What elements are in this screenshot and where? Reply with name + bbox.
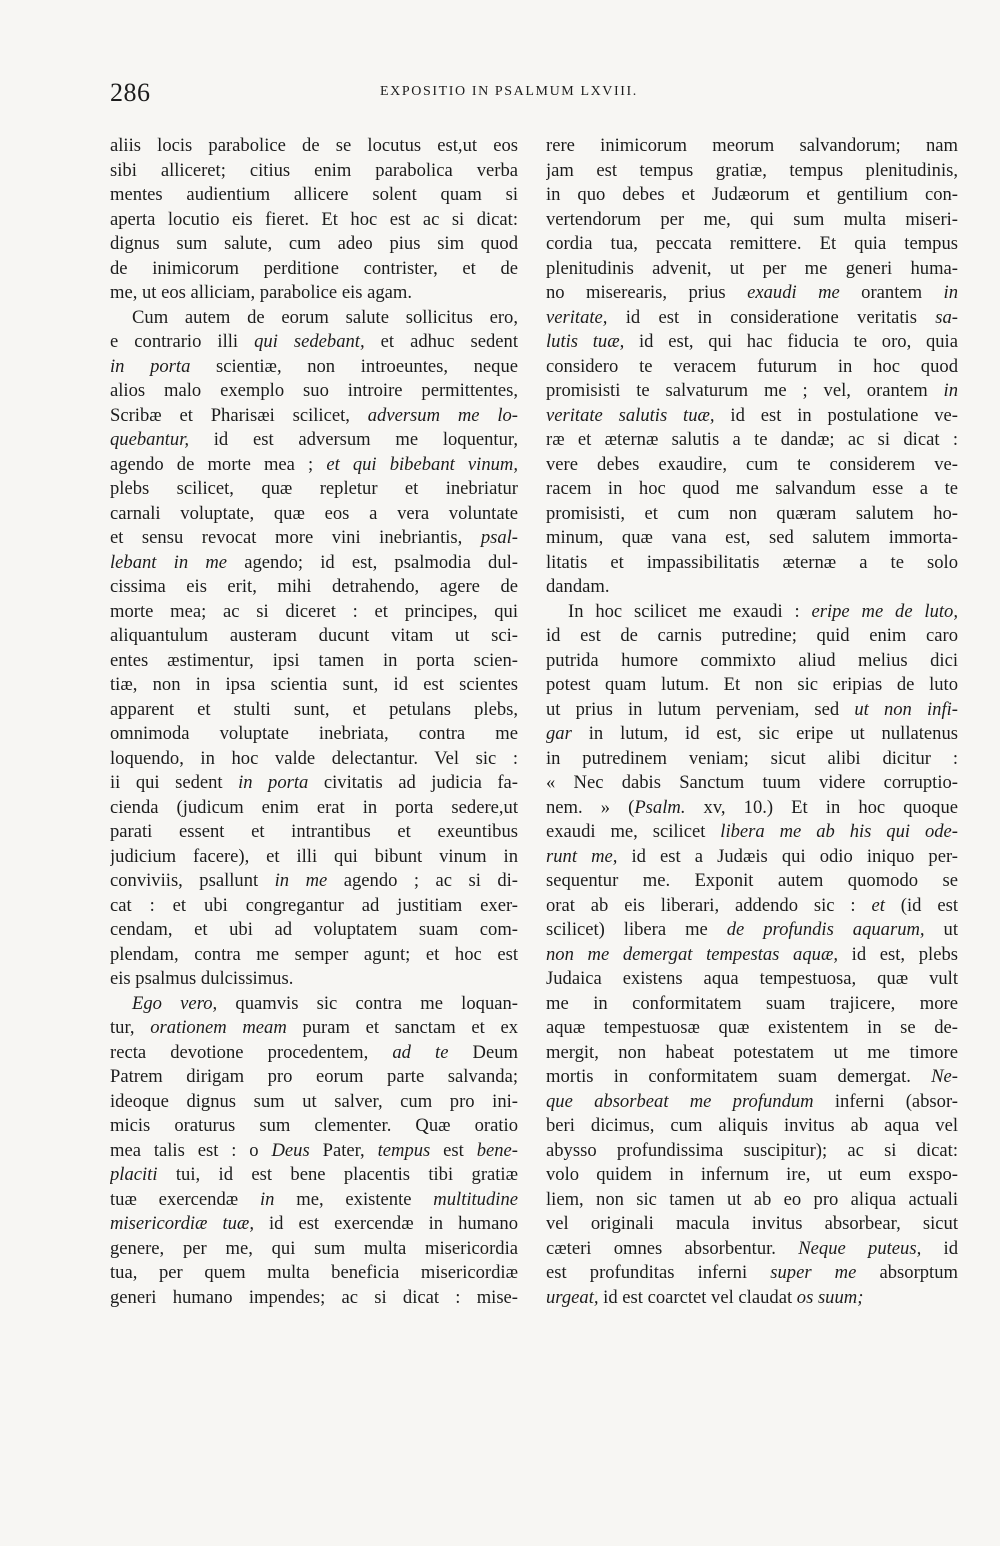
text-line: est profunditas inferni super me absorptum bbox=[546, 1262, 958, 1283]
text-line: minum, quæ vana est, sed salutem immorta- bbox=[546, 527, 958, 548]
text-line: mea talis est : o Deus Pater, tempus est bene- bbox=[110, 1139, 518, 1161]
text-line: jam est tempus gratiæ, tempus plenitudinis, bbox=[546, 159, 958, 181]
text-line: de inimicorum perditione contrister, et de bbox=[110, 257, 518, 279]
text-line: volo quidem in infernum ire, ut eum exspo- bbox=[546, 1164, 958, 1185]
text-line: « Nec dabis Sanctum tuum videre corruptio- bbox=[546, 772, 958, 793]
text-line: eis psalmus dulcissimus. bbox=[110, 968, 294, 989]
text-line: loquendo, in hoc valde delectantur. Vel sic : bbox=[110, 747, 518, 769]
text-line: dignus sum salute, cum adeo pius sim quod bbox=[110, 233, 518, 254]
text-line: carnali voluptate, quæ eos a vera voluntate bbox=[110, 502, 518, 524]
text-line: recta devotione procedentem, ad te Deum bbox=[110, 1041, 518, 1063]
text-line: no miserearis, prius exaudi me orantem in bbox=[546, 282, 958, 303]
text-line: tua, per quem multa beneficia misericordiæ bbox=[110, 1262, 518, 1283]
text-line: judicium facere), et illi qui bibunt vinum in bbox=[110, 845, 518, 867]
text-line: exaudi me, scilicet libera me ab his qui ode- bbox=[546, 821, 958, 842]
text-line: litatis et impassibilitatis æternæ a te solo bbox=[546, 551, 958, 573]
text-line: alios malo exemplo suo introire permittentes, bbox=[110, 380, 518, 401]
text-line: vere debes exaudire, cum te considerem ve- bbox=[546, 453, 958, 475]
text-line: cienda (judicum enim erat in porta sedere,ut bbox=[110, 796, 518, 818]
text-line: Judaica existens aqua tempestuosa, quæ vult bbox=[546, 968, 958, 989]
text-line: conviviis, psallunt in me agendo ; ac si di- bbox=[110, 870, 518, 891]
text-line: me in conformitatem suam trajicere, more bbox=[546, 992, 958, 1014]
text-line: beri dicimus, cum aliquis invitus ab aqua vel bbox=[546, 1115, 958, 1136]
text-line: vertendorum per me, qui sum multa miseri- bbox=[546, 208, 958, 230]
text-line: runt me, id est a Judæis qui odio iniquo per- bbox=[546, 845, 958, 867]
text-line: considero te veracem futurum in hoc quod bbox=[546, 355, 958, 377]
text-line: Patrem dirigam pro eorum parte salvanda; bbox=[110, 1066, 518, 1087]
text-line: aliis locis parabolice de se locutus est,ut eos bbox=[110, 135, 518, 156]
text-line: plenitudinis advenit, ut per me generi huma- bbox=[546, 257, 958, 279]
text-line: micis oraturus sum clementer. Quæ oratio bbox=[110, 1115, 518, 1136]
text-line: quebantur, id est adversum me loquentur, bbox=[110, 429, 518, 450]
text-line: omnimoda voluptate inebriata, contra me bbox=[110, 723, 518, 744]
text-line: entes æstimentur, ipsi tamen in porta scien- bbox=[110, 649, 518, 671]
text-line: scilicet) libera me de profundis aquarum, ut bbox=[546, 919, 958, 940]
left-text-column bbox=[110, 134, 518, 1310]
text-line: racem in hoc quod me salvandum esse a te bbox=[546, 478, 958, 499]
text-line: orat ab eis liberari, addendo sic : et (id est bbox=[546, 894, 958, 916]
text-line: cat : et ubi congregantur ad justitiam exer- bbox=[110, 894, 518, 916]
text-line: genere, per me, qui sum multa misericordia bbox=[110, 1237, 518, 1259]
text-line: mentes audientium allicere solent quam si bbox=[110, 184, 518, 205]
text-line: aquæ tempestuosæ quæ existentem in se de- bbox=[546, 1017, 958, 1038]
text-line: apparent et stulti sunt, et petulans plebs, bbox=[110, 698, 518, 720]
text-line: nem. » (Psalm. xv, 10.) Et in hoc quoque bbox=[546, 796, 958, 818]
text-line: Cum autem de eorum salute sollicitus ero, bbox=[132, 306, 518, 328]
text-line: aperta locutio eis fieret. Et hoc est ac si dicat: bbox=[110, 208, 518, 230]
text-line: morte mea; ac si diceret : et principes, qui bbox=[110, 600, 518, 622]
text-line: placiti tui, id est bene placentis tibi gratiæ bbox=[110, 1164, 518, 1185]
text-line: In hoc scilicet me exaudi : eripe me de luto, bbox=[568, 600, 958, 622]
text-line: tur, orationem meam puram et sanctam et ex bbox=[110, 1017, 518, 1038]
text-line: lutis tuæ, id est, qui hac fiducia te oro, quia bbox=[546, 331, 958, 352]
text-line: e contrario illi qui sedebant, et adhuc sedent bbox=[110, 331, 518, 352]
text-line: id est de carnis putredine; quid enim caro bbox=[546, 625, 958, 646]
text-line: parati essent et intrantibus et exeuntibus bbox=[110, 821, 518, 842]
page-header bbox=[110, 78, 690, 108]
text-line: cissima eis erit, mihi detrahendo, agere de bbox=[110, 576, 518, 597]
text-line: putrida humore commixto aliud melius dici bbox=[546, 649, 958, 671]
text-line: veritate salutis tuæ, id est in postulatione ve- bbox=[546, 404, 958, 426]
text-line: et sensu revocat more vini inebriantis, psal- bbox=[110, 527, 518, 548]
text-line: cendam, et ubi ad voluptatem suam com- bbox=[110, 919, 518, 940]
text-line: que absorbeat me profundum inferni (absor- bbox=[546, 1090, 958, 1112]
text-line: plendam, contra me semper agunt; et hoc est bbox=[110, 943, 518, 965]
text-line: dandam. bbox=[546, 576, 610, 597]
text-line: gar in lutum, id est, sic eripe ut nullatenus bbox=[546, 723, 958, 744]
text-line: in porta scientiæ, non introeuntes, neque bbox=[110, 355, 518, 377]
page-number: 286 bbox=[110, 78, 151, 107]
text-line: mortis in conformitatem suam demergat. Ne- bbox=[546, 1066, 958, 1087]
text-line: Ego vero, quamvis sic contra me loquan- bbox=[132, 992, 518, 1014]
text-line: vel originali macula invitus absorbear, sicut bbox=[546, 1213, 958, 1234]
text-line: plebs scilicet, quæ repletur et inebriatur bbox=[110, 478, 518, 499]
text-line: generi humano impendes; ac si dicat : mise- bbox=[110, 1286, 518, 1308]
text-line: tuæ exercendæ in me, existente multitudine bbox=[110, 1188, 518, 1210]
text-line: aliquantulum austeram ducunt vitam ut sci- bbox=[110, 625, 518, 646]
text-line: non me demergat tempestas aquæ, id est, plebs bbox=[546, 943, 958, 965]
text-line: urgeat, id est coarctet vel claudat os suum; bbox=[546, 1286, 864, 1308]
text-line: potest quam lutum. Et non sic eripias de luto bbox=[546, 674, 958, 695]
text-line: ut prius in lutum perveniam, sed ut non infi- bbox=[546, 698, 958, 720]
text-line: ii qui sedent in porta civitatis ad judicia fa- bbox=[110, 772, 518, 793]
text-line: veritate, id est in consideratione veritatis sa- bbox=[546, 306, 958, 328]
text-line: misericordiæ tuæ, id est exercendæ in humano bbox=[110, 1213, 518, 1234]
text-line: tiæ, non in ipsa scientia sunt, id est scientes bbox=[110, 674, 518, 695]
text-line: promisisti, et cum non quæram salutem ho- bbox=[546, 502, 958, 524]
text-line: ræ et æternæ salutis a te dandæ; ac si dicat : bbox=[546, 429, 958, 450]
text-line: cordia tua, peccata remittere. Et quia tempus bbox=[546, 233, 958, 254]
text-line: me, ut eos alliciam, parabolice eis agam. bbox=[110, 282, 413, 303]
text-line: sibi alliceret; citius enim parabolica verba bbox=[110, 159, 518, 181]
text-line: promisisti te salvaturum me ; vel, orantem in bbox=[546, 380, 958, 401]
text-line: lebant in me agendo; id est, psalmodia dul- bbox=[110, 551, 518, 573]
text-line: in quo debes et Judæorum et gentilium con- bbox=[546, 184, 958, 205]
text-line: mergit, non habeat potestatem ut me timore bbox=[546, 1041, 958, 1063]
text-line: Scribæ et Pharisæi scilicet, adversum me lo- bbox=[110, 404, 518, 426]
text-line: sequentur me. Exponit autem quomodo se bbox=[546, 870, 958, 891]
text-line: liem, non sic tamen ut ab eo pro aliqua actuali bbox=[546, 1188, 958, 1210]
right-text-column bbox=[546, 134, 958, 1310]
text-line: cæteri omnes absorbentur. Neque puteus, id bbox=[546, 1237, 958, 1259]
text-line: agendo de morte mea ; et qui bibebant vinum, bbox=[110, 453, 518, 475]
text-line: abysso profundissima suscipitur); ac si dicat: bbox=[546, 1139, 958, 1161]
text-line: ideoque dignus sum ut salver, cum pro ini- bbox=[110, 1090, 518, 1112]
running-title: EXPOSITIO IN PSALMUM LXVIII. bbox=[380, 84, 638, 99]
text-line: rere inimicorum meorum salvandorum; nam bbox=[546, 135, 958, 156]
text-line: in putredinem veniam; sicut alibi dicitur : bbox=[546, 747, 958, 769]
